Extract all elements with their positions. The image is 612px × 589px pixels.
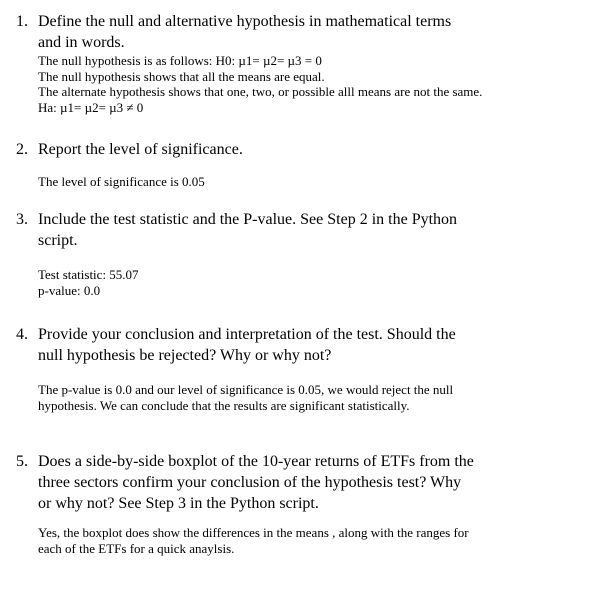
question-1-prompt bbox=[16, 11, 606, 53]
question-3-answer bbox=[16, 267, 606, 298]
question-1-answer bbox=[16, 53, 606, 115]
question-1 bbox=[16, 11, 606, 115]
question-2-prompt-line-1: Report the level of significance. bbox=[38, 141, 243, 158]
answer-1-line-4: Ha: µ1= µ2= µ3 ≠ 0 bbox=[38, 99, 144, 115]
question-5-answer bbox=[16, 525, 606, 556]
question-4-prompt-line-2: null hypothesis be rejected? Why or why not? bbox=[38, 347, 332, 364]
question-4 bbox=[16, 324, 606, 413]
question-5-prompt bbox=[16, 451, 606, 514]
question-1-number: 1. bbox=[16, 13, 28, 30]
question-4-answer bbox=[16, 382, 606, 413]
question-5-number: 5. bbox=[16, 453, 28, 470]
question-2 bbox=[16, 139, 606, 190]
question-5-prompt-line-2: three sectors confirm your conclusion of the hypothesis test? Why bbox=[38, 474, 462, 491]
question-3 bbox=[16, 209, 606, 298]
question-2-prompt bbox=[16, 139, 606, 160]
question-3-prompt-line-1: Include the test statistic and the P-value. See Step 2 in the Python bbox=[38, 211, 458, 228]
question-5 bbox=[16, 451, 606, 556]
question-2-number: 2. bbox=[16, 141, 28, 158]
question-5-prompt-line-3: or why not? See Step 3 in the Python script. bbox=[38, 495, 319, 512]
answer-3-line-1: Test statistic: 55.07 bbox=[38, 267, 139, 282]
question-2-answer bbox=[16, 174, 606, 190]
question-4-prompt bbox=[16, 324, 606, 366]
question-4-prompt-line-1: Provide your conclusion and interpretation of the test. Should the bbox=[38, 326, 456, 343]
answer-1-line-3: The alternate hypothesis shows that one, two, or possible alll means are not the same. bbox=[38, 84, 483, 99]
question-1-prompt-line-2: and in words. bbox=[38, 34, 125, 51]
answer-1-line-1: The null hypothesis is as follows: H0: µ1= µ2= µ3 = 0 bbox=[38, 53, 322, 68]
question-3-prompt bbox=[16, 209, 606, 251]
answer-2-line-1: The level of significance is 0.05 bbox=[38, 174, 205, 189]
question-3-number: 3. bbox=[16, 211, 28, 228]
question-3-prompt-line-2: script. bbox=[38, 232, 78, 249]
question-5-prompt-line-1: Does a side-by-side boxplot of the 10-year returns of ETFs from the bbox=[38, 453, 474, 470]
question-1-prompt-line-1: Define the null and alternative hypothesis in mathematical terms bbox=[38, 13, 452, 30]
answer-1-line-2: The null hypothesis shows that all the means are equal. bbox=[38, 68, 325, 84]
answer-3-line-2: p-value: 0.0 bbox=[38, 282, 101, 298]
answer-5-line-1: Yes, the boxplot does show the differences in the means , along with the ranges for bbox=[38, 525, 469, 540]
answer-4-line-2: hypothesis. We can conclude that the results are significant statistically. bbox=[38, 397, 410, 413]
question-4-number: 4. bbox=[16, 326, 28, 343]
answer-5-line-2: each of the ETFs for a quick anaylsis. bbox=[38, 540, 235, 556]
answer-4-line-1: The p-value is 0.0 and our level of significance is 0.05, we would reject the null bbox=[38, 382, 454, 397]
